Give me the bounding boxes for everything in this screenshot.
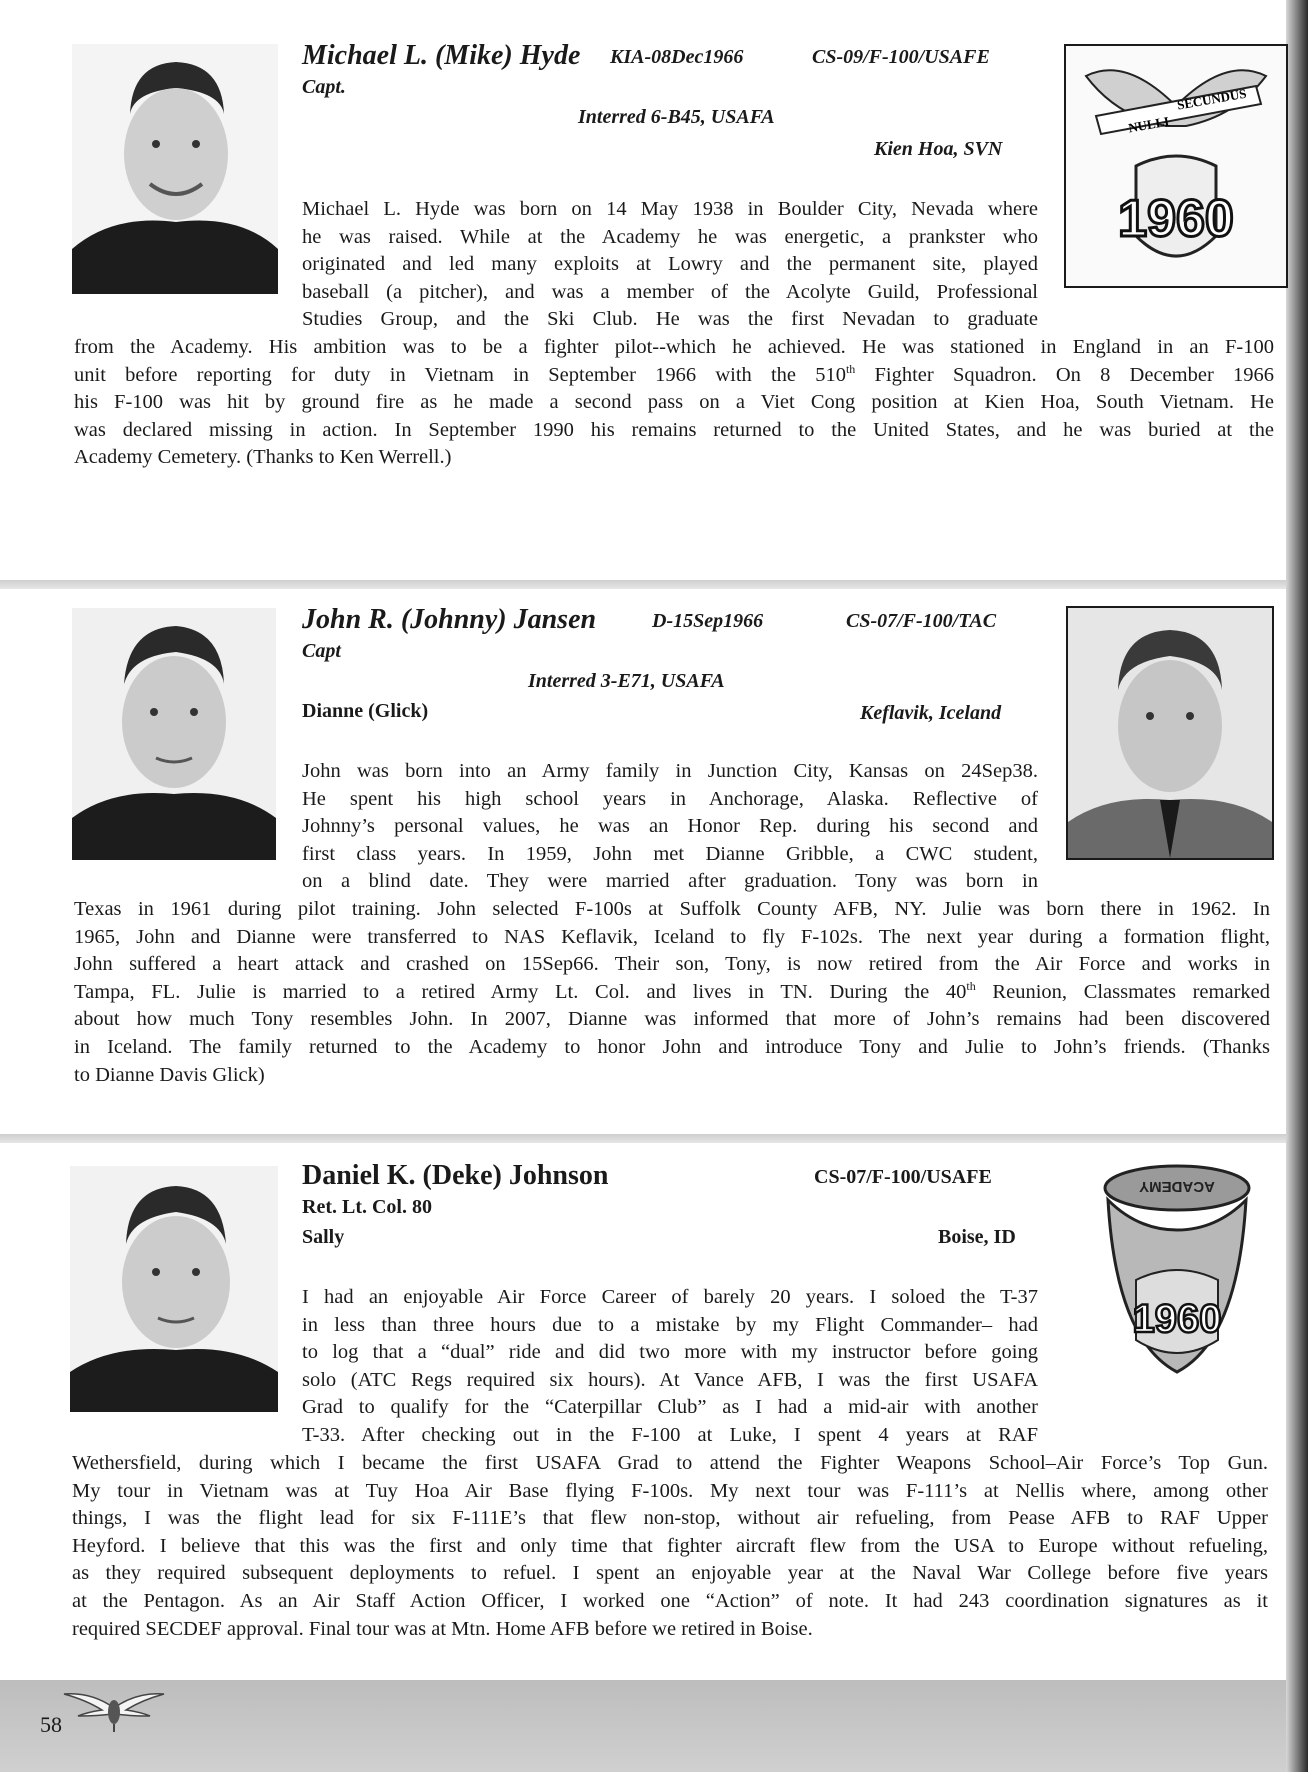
entry-biography: [302, 1284, 1038, 1450]
bio-line: solo (ATC Regs required six hours). At Vance AFB, I was the first USAFA: [302, 1368, 1038, 1391]
crest-motto-text: NULLI: [1127, 113, 1171, 136]
entry-status: D-15Sep1966: [652, 610, 764, 632]
bio-line: in less than three hours due to a mistake by my Flight Commander– had: [302, 1313, 1038, 1336]
entry-biography-continued: [74, 896, 1270, 1089]
portrait-photo-jansen-uniform: [1066, 606, 1274, 860]
bio-line: He spent his high school years in Anchorage, Alaska. Reflective of: [302, 787, 1038, 810]
entry-location: Kien Hoa, SVN: [874, 138, 1003, 160]
pilot-wings-icon: [62, 1686, 166, 1734]
page-footer-band: [0, 1680, 1286, 1772]
bio-line: John was born into an Army family in Junction City, Kansas on 24Sep38.: [302, 760, 1038, 782]
bio-line: Grad to qualify for the “Caterpillar Club” as I had a mid-air with another: [302, 1396, 1038, 1419]
bio-line: in Iceland. The family returned to the Academy to honor John and introduce Tony and Julie to John’s friends. (Thanks: [74, 1035, 1270, 1058]
class-ring-emblem: [1086, 1160, 1268, 1382]
entry-spouse: Dianne (Glick): [302, 700, 429, 722]
entry-rank: Capt: [302, 640, 341, 662]
bio-line: from the Academy. His ambition was to be a fighter pilot--which he achieved. He was stationed in England in an F-100: [74, 336, 1274, 358]
bio-line: Academy Cemetery. (Thanks to Ken Werrell.): [74, 446, 452, 469]
bio-line: first class years. In 1959, John met Dianne Gribble, a CWC student,: [302, 842, 1038, 865]
bio-line: at the Pentagon. As an Air Staff Action Officer, I worked one “Action” of note. It had 243 coordination signatures as it: [72, 1589, 1268, 1612]
bio-line: about how much Tony resembles John. In 2007, Dianne was informed that more of John’s remains had been discovered: [74, 1008, 1270, 1031]
bio-line: required SECDEF approval. Final tour was at Mtn. Home AFB before we retired in Boise.: [72, 1617, 813, 1640]
entry-squadron: CS-07/F-100/TAC: [846, 610, 997, 632]
entry-location: Keflavik, Iceland: [860, 702, 1002, 724]
entry-interred: Interred 6-B45, USAFA: [578, 106, 775, 128]
entry-squadron: CS-09/F-100/USAFE: [812, 46, 990, 68]
bio-line: John suffered a heart attack and crashed on 15Sep66. Their son, Tony, is now retired from the Air Force and works in: [74, 953, 1270, 976]
portrait-photo-johnson: [70, 1166, 278, 1412]
bio-line: was declared missing in action. In September 1990 his remains returned to the United States, and he was buried at the: [74, 418, 1274, 441]
entry-biography: [302, 196, 1038, 334]
class-crest-emblem: [1064, 44, 1288, 288]
crest-motto-text-2: SECUNDUS: [1175, 85, 1248, 113]
entry-biography-continued: [72, 1450, 1268, 1643]
bio-line: to Dianne Davis Glick): [74, 1063, 265, 1086]
bio-line: Texas in 1961 during pilot training. John selected F-100s at Suffolk County AFB, NY. Julie was born there in 1962. In: [74, 898, 1270, 920]
bio-line: to log that a “dual” ride and did two more with my instructor before going: [302, 1341, 1038, 1364]
entry-spouse: Sally: [302, 1226, 345, 1248]
bio-line: Michael L. Hyde was born on 14 May 1938 in Boulder City, Nevada where: [302, 198, 1038, 220]
bio-line-with-sup: unit before reporting for duty in Vietnam in September 1966 with the 510th Fighter Squadron. On 8 December 1966: [74, 361, 1274, 386]
bio-line: My tour in Vietnam was at Tuy Hoa Air Base flying F-100s. My next tour was F-111’s at Nellis where, among other: [72, 1479, 1268, 1502]
entry-status: KIA-08Dec1966: [610, 46, 744, 68]
bio-line: Wethersfield, during which I became the first USAFA Grad to attend the Fighter Weapons School–Air Force’s Top Gun.: [72, 1452, 1268, 1474]
bio-line: I had an enjoyable Air Force Career of barely 20 years. I soloed the T-37: [302, 1286, 1038, 1308]
page-binding-edge: [1286, 0, 1308, 1772]
section-divider: [0, 1134, 1286, 1143]
bio-line: Heyford. I believe that this was the first and only time that fighter aircraft flew from the USA to Europe without refueling,: [72, 1534, 1268, 1557]
bio-line: T-33. After checking out in the F-100 at Luke, I spent 4 years at RAF: [302, 1423, 1038, 1446]
entry-squadron: CS-07/F-100/USAFE: [814, 1166, 992, 1188]
bio-line: he was raised. While at the Academy he was energetic, a prankster who: [302, 225, 1038, 248]
portrait-photo-jansen: [72, 608, 276, 860]
bio-line: baseball (a pitcher), and was a member of the Acolyte Guild, Professional: [302, 280, 1038, 303]
entry-rank: Capt.: [302, 76, 346, 98]
ring-inscription-text: ACADEMY: [1139, 1178, 1215, 1195]
entry-name: John R. (Johnny) Jansen: [302, 604, 597, 635]
bio-line: his F-100 was hit by ground fire as he made a second pass on a Viet Cong position at Kien Hoa, South Vietnam. He: [74, 391, 1274, 414]
entry-interred: Interred 3-E71, USAFA: [528, 670, 725, 692]
entry-rank: Ret. Lt. Col. 80: [302, 1196, 432, 1218]
ring-year-text: 1960: [1132, 1297, 1222, 1341]
portrait-photo-hyde: [72, 44, 278, 294]
entry-name: Michael L. (Mike) Hyde: [302, 40, 581, 71]
bio-line: Johnny’s personal values, he was an Honor Rep. during his second and: [302, 815, 1038, 838]
bio-line: 1965, John and Dianne were transferred to NAS Keflavik, Iceland to fly F-102s. The next year during a formation flight,: [74, 925, 1270, 948]
entry-location: Boise, ID: [938, 1226, 1016, 1248]
bio-line: things, I was the flight lead for six F-111E’s that flew non-stop, without air refueling, from Pease AFB to RAF Upper: [72, 1507, 1268, 1530]
entry-biography-continued: [74, 334, 1274, 472]
bio-line: Studies Group, and the Ski Club. He was the first Nevadan to graduate: [302, 308, 1038, 331]
crest-year-text: 1960: [1118, 190, 1234, 248]
entry-biography: [302, 758, 1038, 896]
section-divider: [0, 580, 1286, 589]
bio-line: on a blind date. They were married after graduation. Tony was born in: [302, 870, 1038, 893]
entry-name: Daniel K. (Deke) Johnson: [302, 1160, 609, 1191]
bio-line: originated and led many exploits at Lowry and the permanent site, played: [302, 253, 1038, 276]
bio-line: as they required subsequent deployments to refuel. I spent an enjoyable year at the Naval War College before five years: [72, 1562, 1268, 1585]
bio-line-with-sup: Tampa, FL. Julie is married to a retired Army Lt. Col. and lives in TN. During the 40th Reunion, Classmates remarked: [74, 978, 1270, 1003]
page-number: 58: [40, 1712, 62, 1737]
